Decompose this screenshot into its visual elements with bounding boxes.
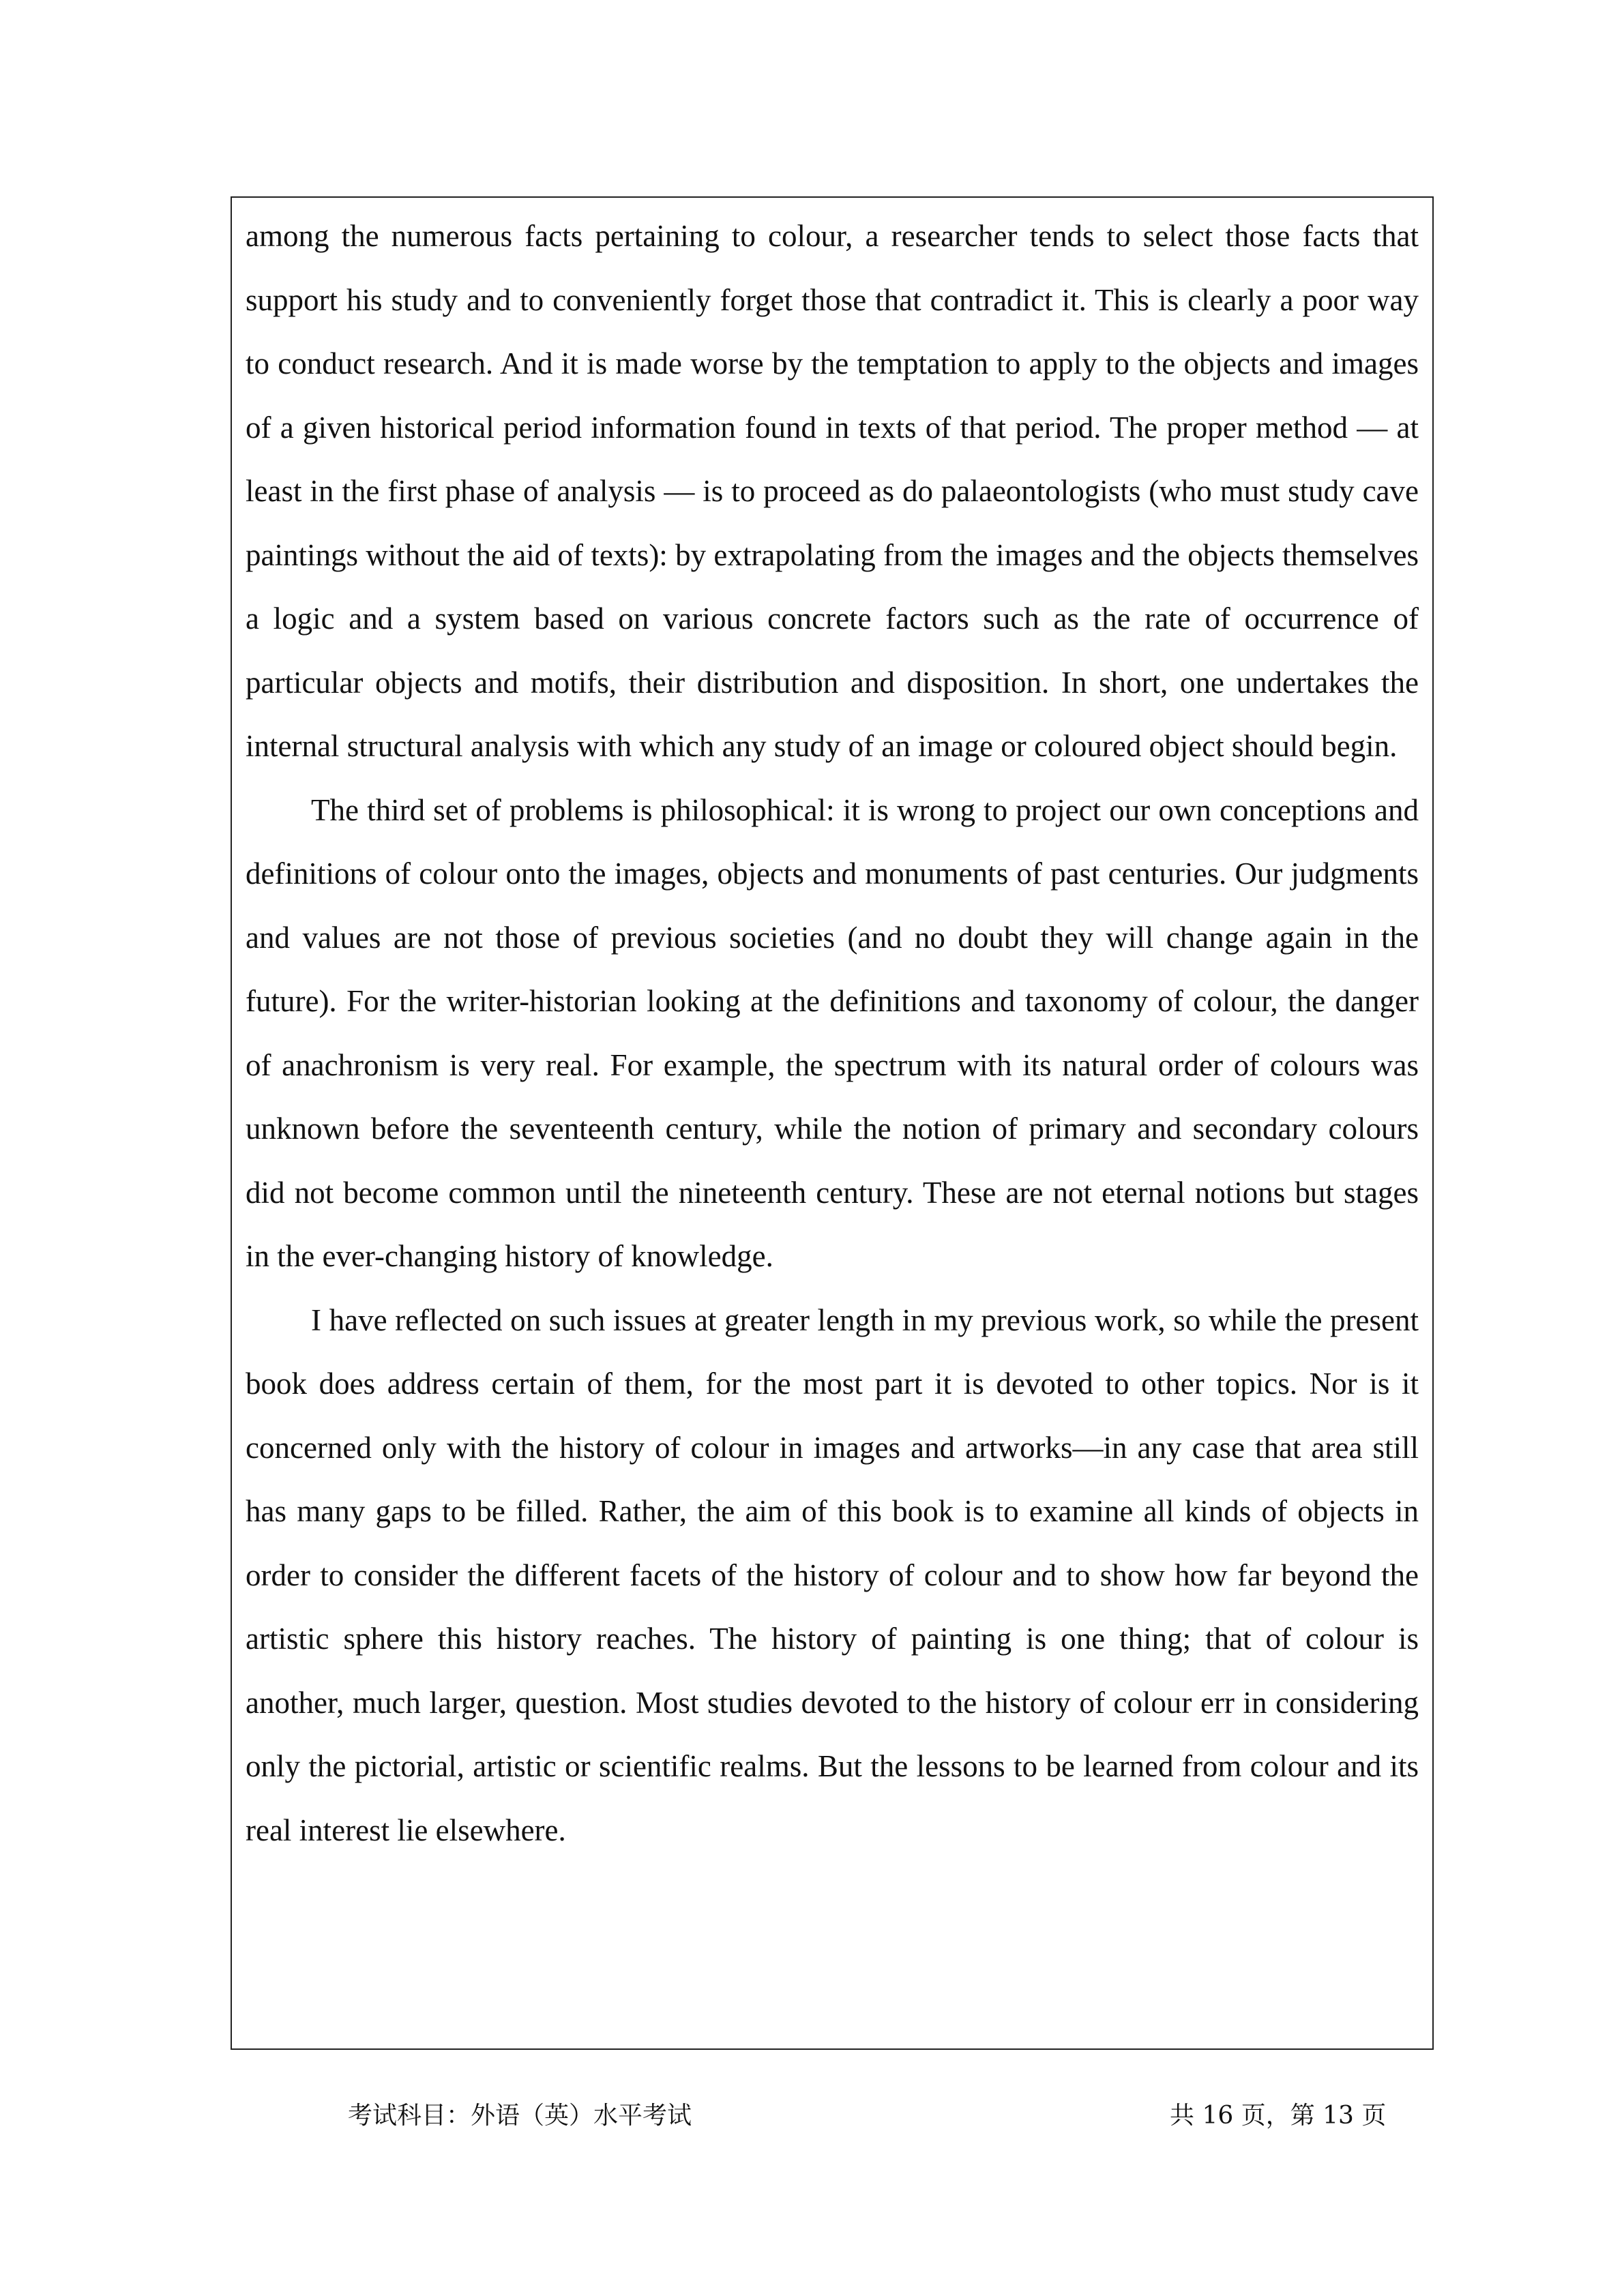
passage-text <box>246 205 1419 1862</box>
page-number: 共 16 页，第 13 页 <box>1170 2102 1387 2130</box>
paragraph-2: The third set of problems is philosophical: it is wrong to project our own conceptions and definitions of colour onto the images, objects and monuments of past centuries. Our judgments and values are not those of previous societies (and no doubt they will change again in the future). For the writer-historian looking at the definitions and taxonomy of colour, the danger of anachronism is very real. For example, the spectrum with its natural order of colours was unknown before the seventeenth century, while the notion of primary and secondary colours did not become common until the nineteenth century. These are not eternal notions but stages in the ever-changing history of knowledge. <box>246 792 1419 1273</box>
exam-subject: 考试科目：外语（英）水平考试 <box>348 2102 692 2130</box>
passage-box <box>231 196 1434 2050</box>
paragraph-1: among the numerous facts pertaining to colour, a researcher tends to select those facts that support his study and to conveniently forget those that contradict it. This is clearly a poor way to conduct research. And it is made worse by the temptation to apply to the objects and images of a given historical period information found in texts of that period. The proper method — at least in the first phase of analysis — is to proceed as do palaeontologists (who must study cave paintings without the aid of texts): by extrapolating from the images and the objects themselves a logic and a system based on various concrete factors such as the rate of occurrence of particular objects and motifs, their distribution and disposition. In short, one undertakes the internal structural analysis with which any study of an image or coloured object should begin. <box>246 219 1419 763</box>
paragraph-3: I have reflected on such issues at greater length in my previous work, so while the present book does address certain of them, for the most part it is devoted to other topics. Nor is it concerned only with the history of colour in images and artworks—in any case that area still has many gaps to be filled. Rather, the aim of this book is to examine all kinds of objects in order to consider the different facets of the history of colour and to show how far beyond the artistic sphere this history reaches. The history of painting is one thing; that of colour is another, much larger, question. Most studies devoted to the history of colour err in considering only the pictorial, artistic or scientific realms. But the lessons to be learned from colour and its real interest lie elsewhere. <box>246 1302 1419 1847</box>
